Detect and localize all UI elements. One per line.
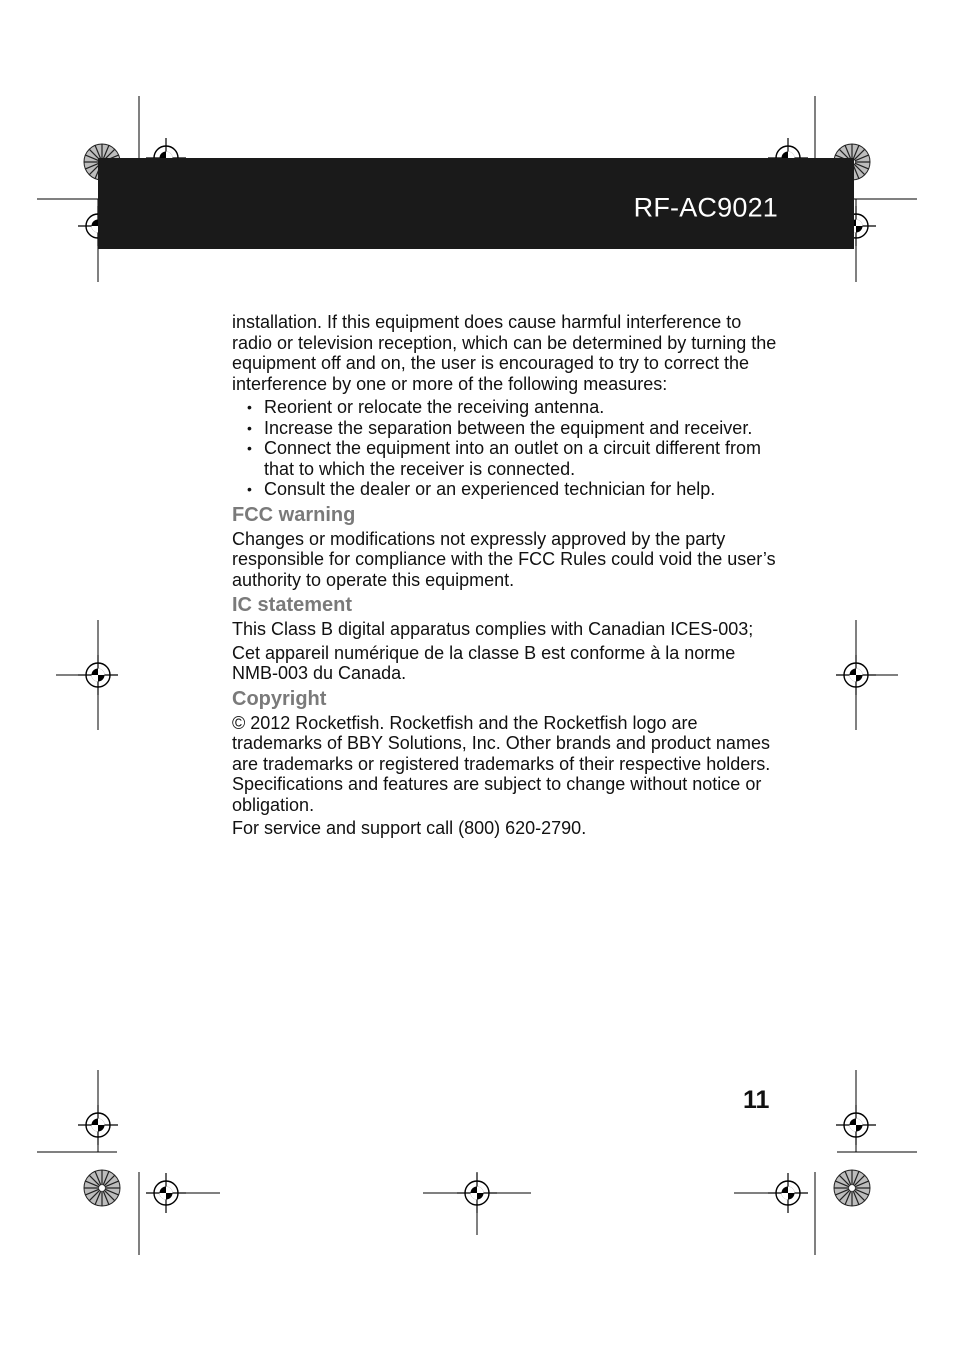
page-content — [232, 312, 777, 839]
support-line: For service and support call (800) 620-2790. — [232, 818, 587, 838]
measures-list — [232, 397, 777, 500]
ic-statement-text-en: This Class B digital apparatus complies with Canadian ICES-003; — [232, 619, 754, 639]
model-number: RF-AC9021 — [633, 192, 778, 223]
ic-statement-text-fr: Cet appareil numérique de la classe B est conforme à la norme NMB-003 du Canada. — [232, 642, 736, 683]
intro-paragraph: installation. If this equipment does cause harmful interference to radio or television reception, which can be determined by turning the equipment off and on, the user is encouraged to try to correct the interference by one or more of the following measures: — [232, 312, 777, 394]
list-item: • Consult the dealer or an experienced technician for help. — [264, 479, 777, 500]
page-number: 11 — [743, 1086, 770, 1114]
fcc-warning-text: Changes or modifications not expressly approved by the party responsible for compliance with the FCC Rules could void the user’s authority to operate this equipment. — [232, 528, 776, 590]
copyright-text: © 2012 Rocketfish. Rocketfish and the Rocketfish logo are trademarks of BBY Solutions, Inc. Other brands and product names are trademarks or registered trademarks of their respective holders. Specifications and features are subject to change without notice or obligation. — [232, 712, 771, 815]
copyright-heading: Copyright — [232, 687, 327, 710]
fcc-warning-heading: FCC warning — [232, 503, 356, 526]
list-item: • Increase the separation between the equipment and receiver. — [264, 418, 777, 439]
header-band — [98, 158, 854, 249]
list-item: • Reorient or relocate the receiving antenna. — [264, 397, 777, 418]
ic-statement-heading: IC statement — [232, 594, 353, 616]
list-item: • Connect the equipment into an outlet on a circuit different from that to which the receiver is connected. — [264, 438, 777, 479]
